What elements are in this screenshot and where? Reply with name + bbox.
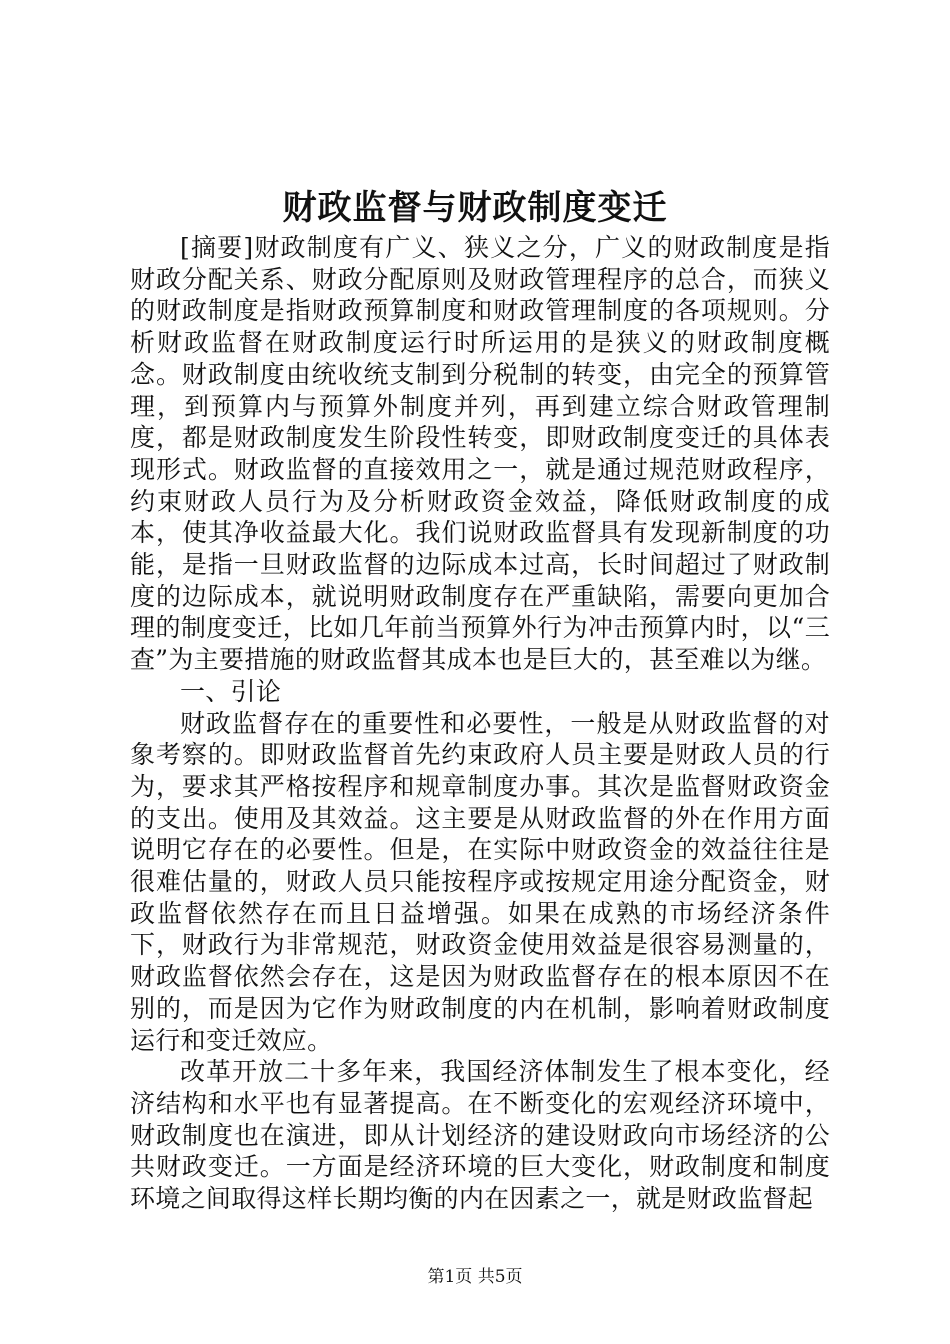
document-body bbox=[130, 232, 830, 1215]
abstract-paragraph: [摘要]财政制度有广义、狭义之分，广义的财政制度是指财政分配关系、财政分配原则及财政管理程序的总合，而狭义的财政制度是指财政预算制度和财政管理制度的各项规则。分析财政监督在财政制度运行时所运用的是狭义的财政制度概念。财政制度由统收统支制到分税制的转变，由完全的预算管理，到预算内与预算外制度并列，再到建立综合财政管理制度，都是财政制度发生阶段性转变，即财政制度变迁的具体表现形式。财政监督的直接效用之一，就是通过规范财政程序，约束财政人员行为及分析财政资金效益，降低财政制度的成本，使其净收益最大化。我们说财政监督具有发现新制度的功能，是指一旦财政监督的边际成本过高，长时间超过了财政制度的边际成本，就说明财政制度存在严重缺陷，需要向更加合理的制度变迁，比如几年前当预算外行为冲击预算内时，以“三查”为主要措施的财政监督其成本也是巨大的，甚至难以为继。 bbox=[130, 233, 830, 675]
body-paragraph: 财政监督存在的重要性和必要性，一般是从财政监督的对象考察的。即财政监督首先约束政府人员主要是财政人员的行为，要求其严格按程序和规章制度办事。其次是监督财政资金的支出。使用及其效益。这主要是从财政监督的外在作用方面说明它存在的必要性。但是，在实际中财政资金的效益往往是很难估量的，财政人员只能按程序或按规定用途分配资金，财政监督依然存在而且日益增强。如果在成熟的市场经济条件下，财政行为非常规范，财政资金使用效益是很容易测量的，财政监督依然会存在，这是因为财政监督存在的根本原因不在别的，而是因为它作为财政制度的内在机制，影响着财政制度运行和变迁效应。 bbox=[130, 708, 830, 1055]
section-heading-introduction: 一、引论 bbox=[180, 676, 282, 706]
body-paragraph: 改革开放二十多年来，我国经济体制发生了根本变化，经济结构和水平也有显著提高。在不断变化的宏观经济环境中，财政制度也在演进，即从计划经济的建设财政向市场经济的公共财政变迁。一方面是经济环境的巨大变化，财政制度和制度环境之间取得这样长期均衡的内在因素之一，就是财政监督起 bbox=[130, 1057, 830, 1214]
page-footer: 第1页 共5页 bbox=[427, 1267, 523, 1287]
document-title: 财政监督与财政制度变迁 bbox=[282, 188, 668, 228]
